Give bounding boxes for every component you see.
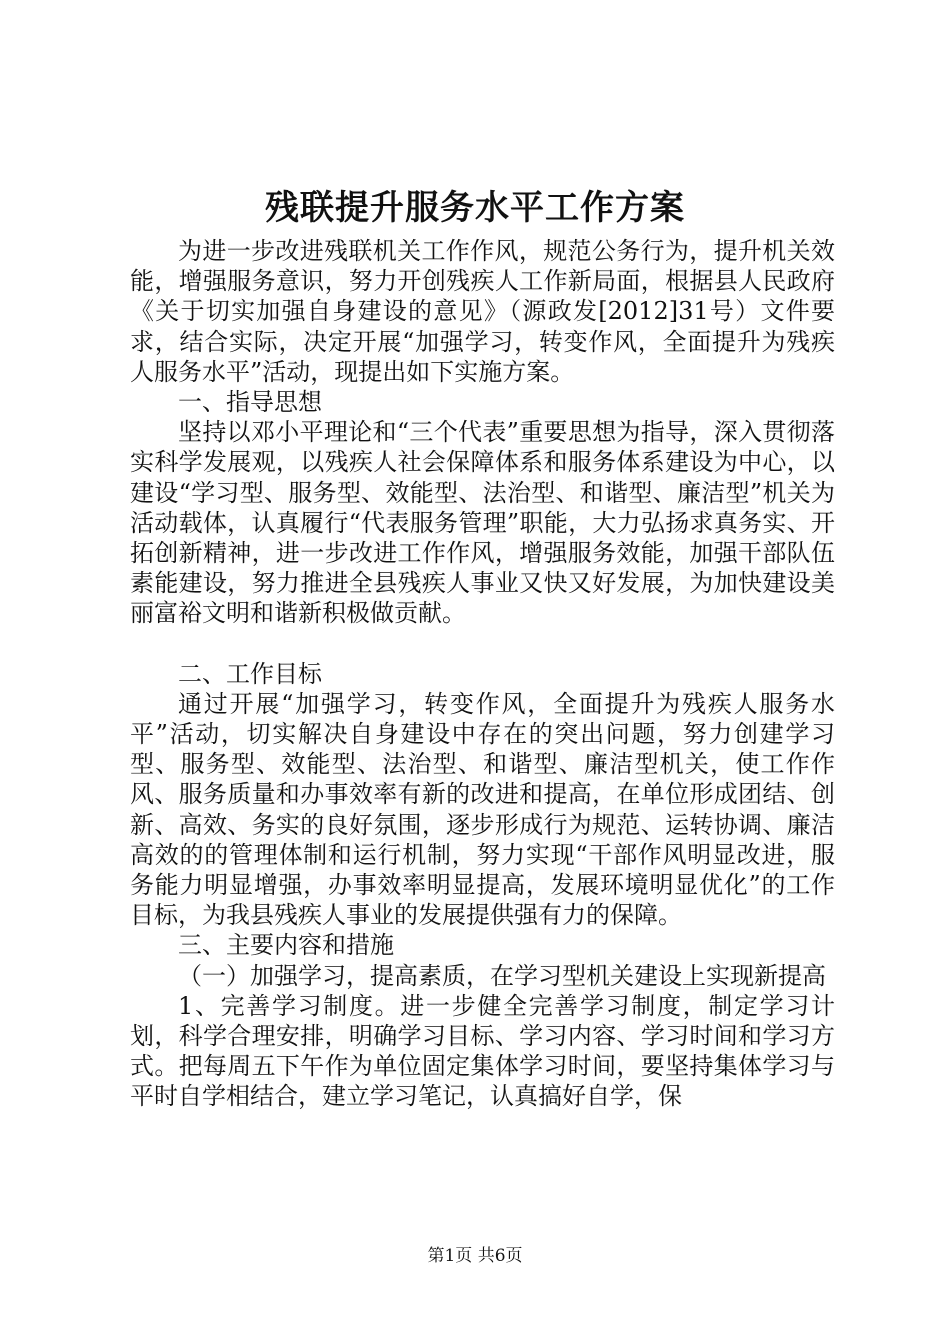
page-footer: 第1页 共6页 xyxy=(427,1246,523,1266)
section3-heading: 三、主要内容和措施 xyxy=(178,931,394,960)
section3-subheading-1: （一）加强学习，提高素质，在学习型机关建设上实现新提高 xyxy=(178,961,826,990)
section2-paragraph: 通过开展“加强学习，转变作风，全面提升为残疾人服务水平”活动，切实解决自身建设中存在的突出问题，努力创建学习型、服务型、效能型、法治型、和谐型、廉洁型机关，使工作作风、服务质量和办事效率有新的改进和提高，在单位形成团结、创新、高效、务实的良好氛围，逐步形成行为规范、运转协调、廉洁高效的的管理体制和运行机制，努力实现“干部作风明显改进，服务能力明显增强，办事效率明显提高，发展环境明显优化”的工作目标，为我县残疾人事业的发展提供强有力的保障。 xyxy=(130,689,835,930)
document-title: 残联提升服务水平工作方案 xyxy=(265,188,685,228)
section1-heading: 一、指导思想 xyxy=(178,388,322,417)
document-body xyxy=(130,236,835,1112)
section3-item-1: 1、完善学习制度。进一步健全完善学习制度，制定学习计划，科学合理安排，明确学习目标、学习内容、学习时间和学习方式。把每周五下午作为单位固定集体学习时间，要坚持集体学习与平时自学相结合，建立学习笔记，认真搞好自学，保 xyxy=(130,991,835,1111)
section1-paragraph: 坚持以邓小平理论和“三个代表”重要思想为指导，深入贯彻落实科学发展观，以残疾人社会保障体系和服务体系建设为中心，以建设“学习型、服务型、效能型、法治型、和谐型、廉洁型”机关为活动载体，认真履行“代表服务管理”职能，大力弘扬求真务实、开拓创新精神，进一步改进工作作风，增强服务效能，加强干部队伍素能建设，努力推进全县残疾人事业又快又好发展，为加快建设美丽富裕文明和谐新积极做贡献。 xyxy=(130,418,835,628)
section2-heading: 二、工作目标 xyxy=(178,659,322,688)
intro-paragraph: 为进一步改进残联机关工作作风，规范公务行为，提升机关效能，增强服务意识，努力开创残疾人工作新局面，根据县人民政府《关于切实加强自身建设的意见》（源政发[2012]31号）文件要求，结合实际，决定开展“加强学习，转变作风，全面提升为残疾人服务水平”活动，现提出如下实施方案。 xyxy=(130,237,835,386)
paragraph-gap xyxy=(130,629,835,659)
